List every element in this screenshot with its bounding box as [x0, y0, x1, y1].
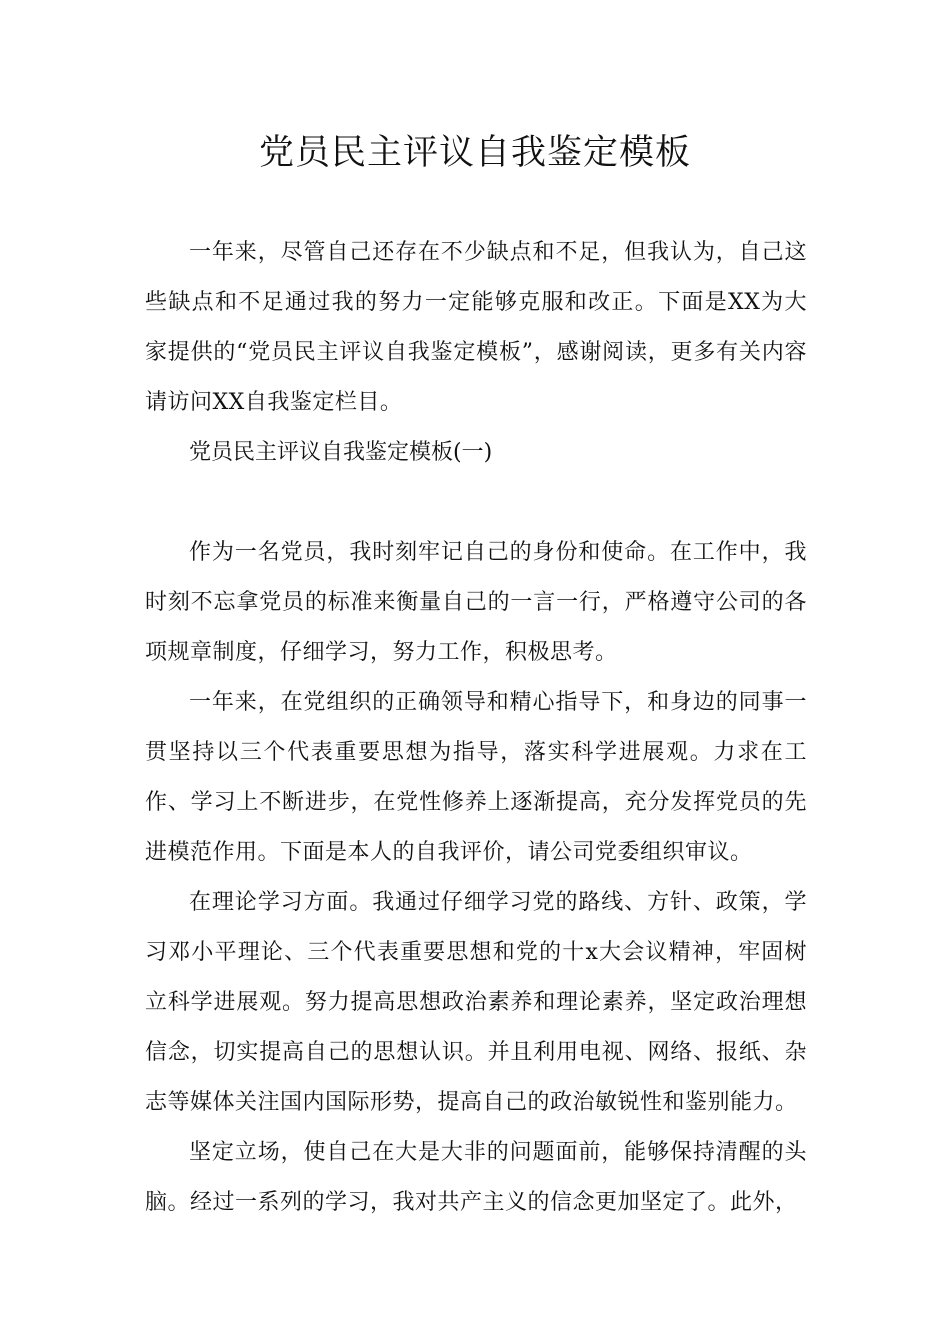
intro-paragraph: 一年来，尽管自己还存在不少缺点和不足，但我认为，自己这些缺点和不足通过我的努力一定能够克服和改正。下面是XX为大家提供的“党员民主评议自我鉴定模板”，感谢阅读，更多有关内容请访问XX自我鉴定栏目。	[145, 240, 807, 415]
document-title: 党员民主评议自我鉴定模板	[258, 133, 691, 173]
body-paragraph-2: 一年来，在党组织的正确领导和精心指导下，和身边的同事一贯坚持以三个代表重要思想为指导，落实科学进展观。力求在工作、学习上不断进步，在党性修养上逐渐提高，充分发挥党员的先进模范作用。下面是本人的自我评价，请公司党委组织审议。	[145, 690, 807, 865]
intro-block	[145, 228, 807, 478]
body-paragraph-1: 作为一名党员，我时刻牢记自己的身份和使命。在工作中，我时刻不忘拿党员的标准来衡量自己的一言一行，严格遵守公司的各项规章制度，仔细学习，努力工作，积极思考。	[145, 540, 807, 665]
section-subheading: 党员民主评议自我鉴定模板(一)	[189, 440, 493, 465]
body-paragraph-4: 坚定立场，使自己在大是大非的问题面前，能够保持清醒的头脑。经过一系列的学习，我对共产主义的信念更加坚定了。此外，	[145, 1140, 807, 1215]
body-block	[145, 528, 807, 1228]
body-paragraph-3: 在理论学习方面。我通过仔细学习党的路线、方针、政策，学习邓小平理论、三个代表重要思想和党的十x大会议精神，牢固树立科学进展观。努力提高思想政治素养和理论素养，坚定政治理想信念，切实提高自己的思想认识。并且利用电视、网络、报纸、杂志等媒体关注国内国际形势，提高自己的政治敏锐性和鉴别能力。	[145, 890, 807, 1115]
